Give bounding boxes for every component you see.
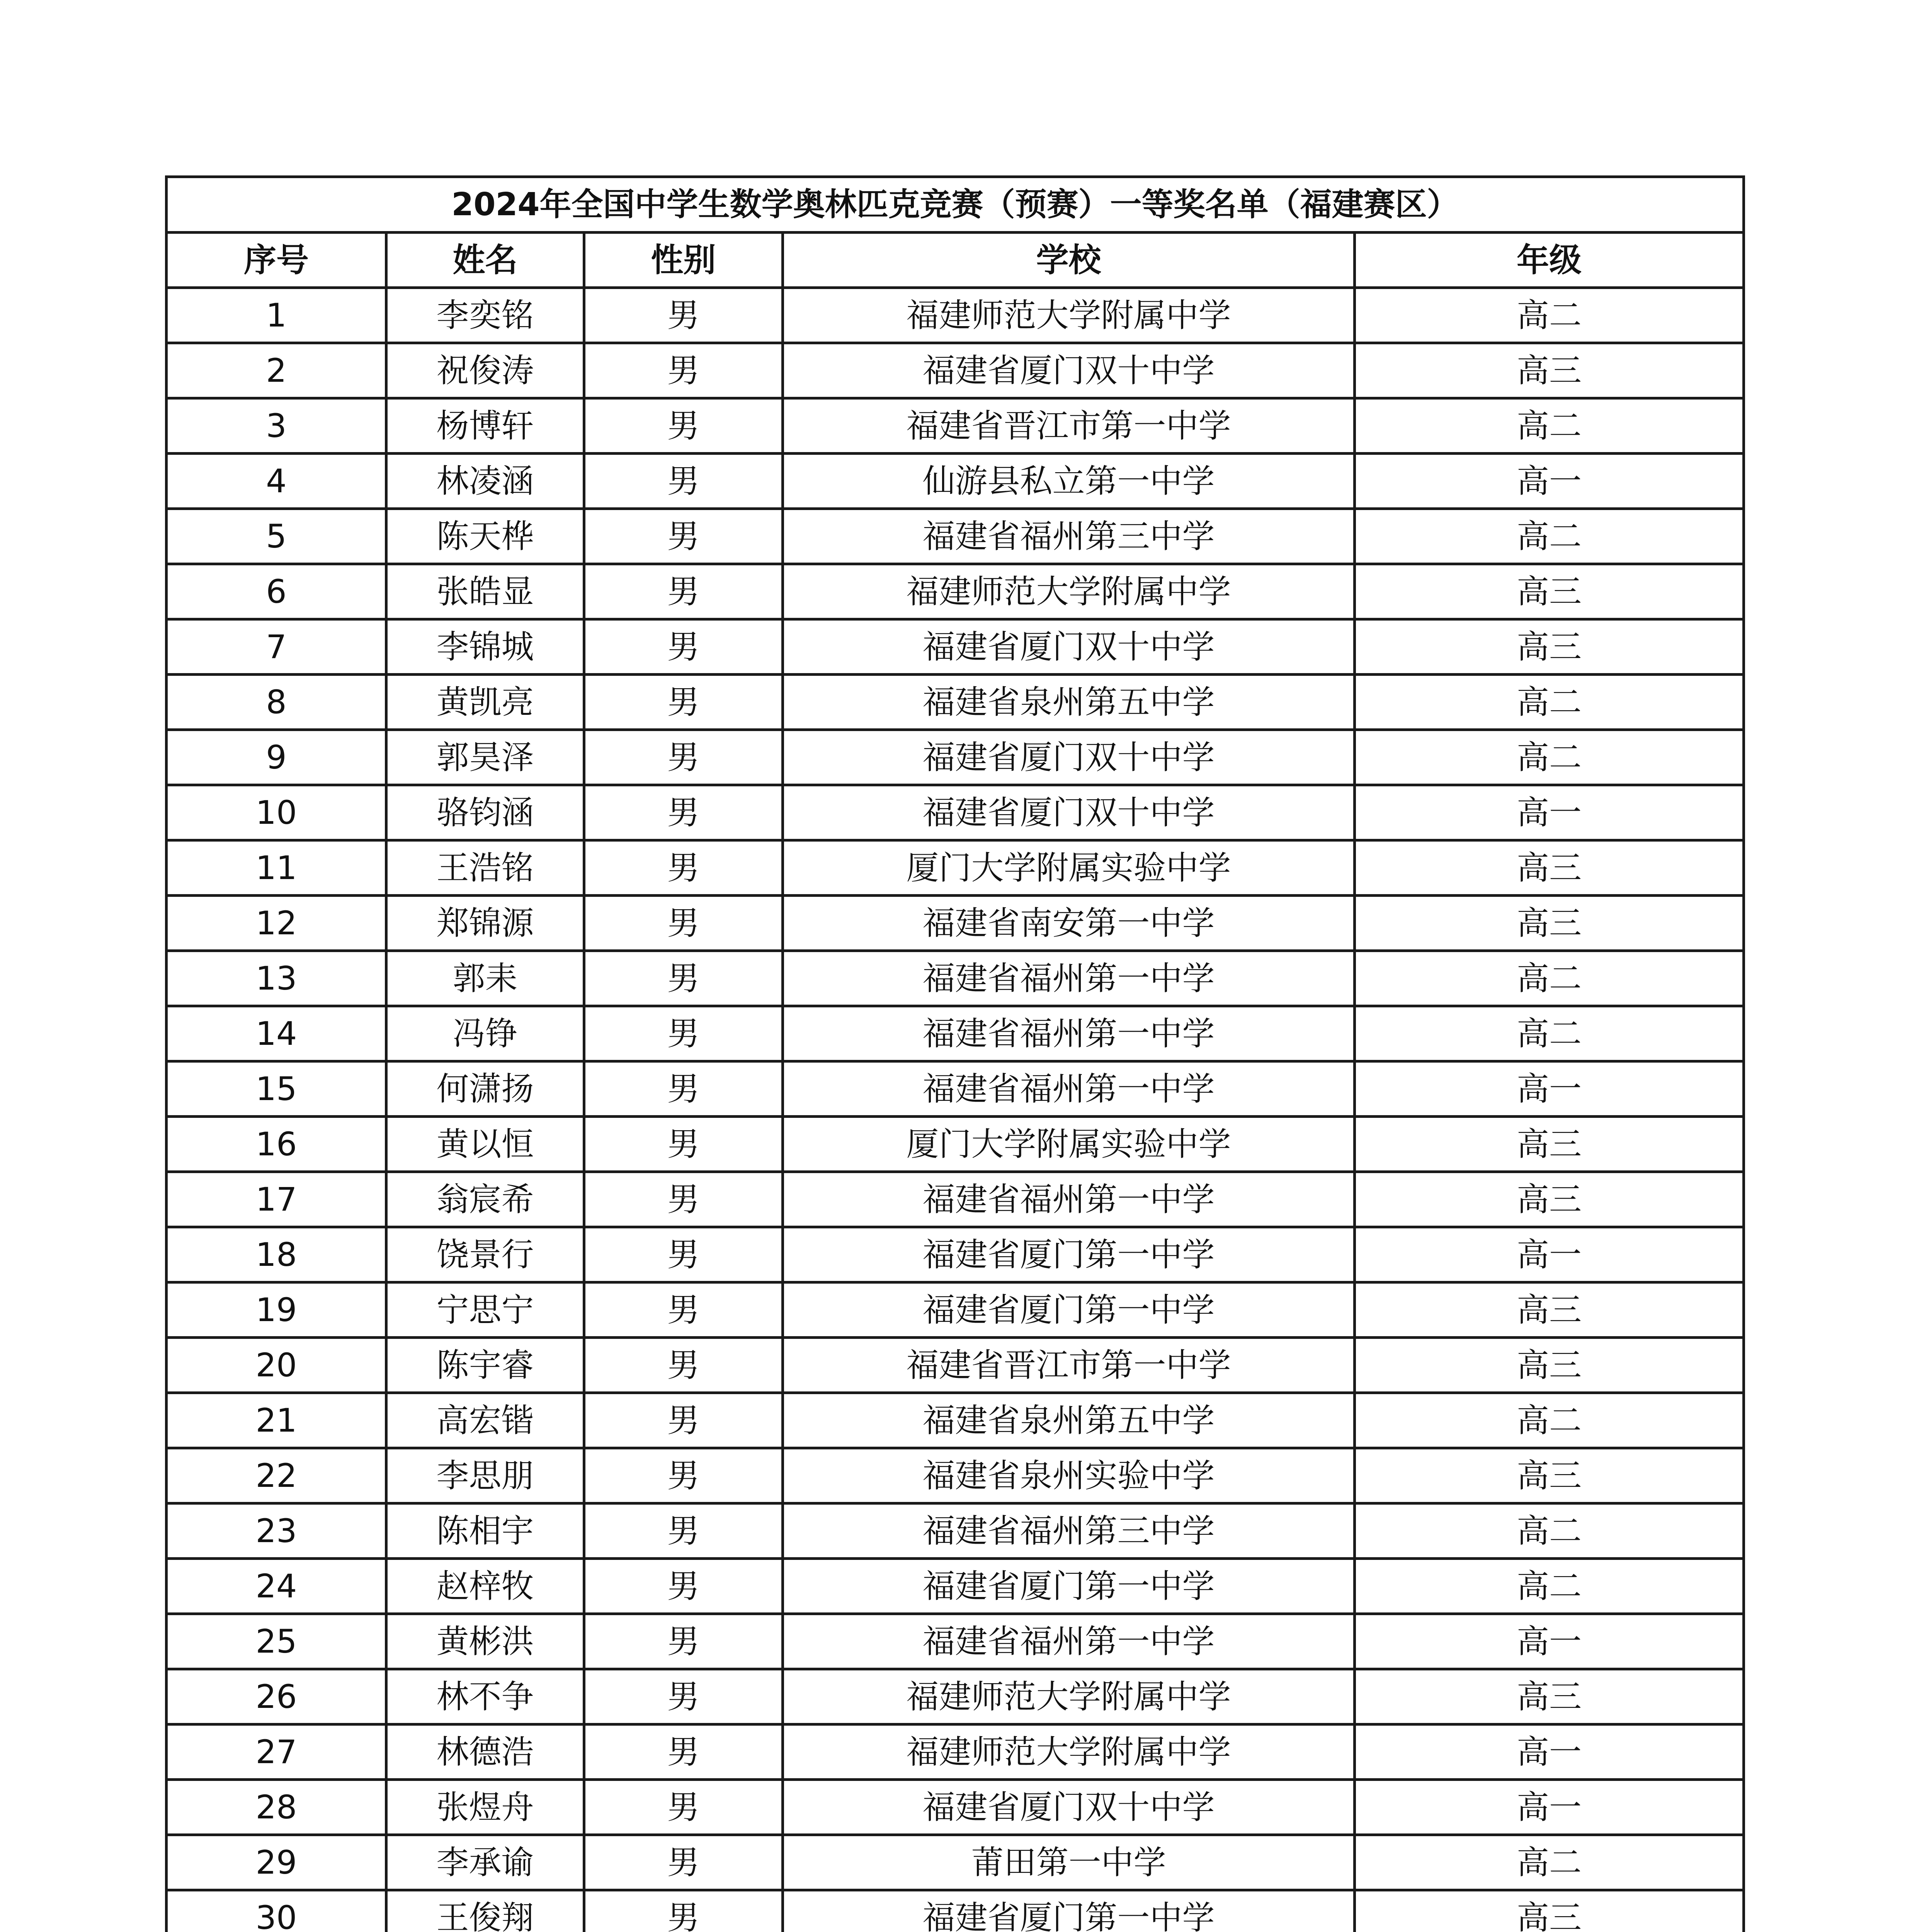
cell-grade: 高二 [1355, 398, 1744, 454]
cell-gender: 男 [584, 1448, 783, 1503]
cell-grade: 高三 [1355, 840, 1744, 896]
title-row [167, 177, 1744, 233]
cell-name: 骆钧涵 [386, 785, 584, 840]
table-row [167, 951, 1744, 1006]
cell-gender: 男 [584, 840, 783, 896]
cell-name: 郭耒 [386, 951, 584, 1006]
cell-grade: 高二 [1355, 730, 1744, 785]
cell-school: 厦门大学附属实验中学 [783, 840, 1355, 896]
cell-index: 19 [167, 1282, 386, 1338]
table-row [167, 1448, 1744, 1503]
table-row [167, 675, 1744, 730]
table-row [167, 1559, 1744, 1614]
cell-gender: 男 [584, 288, 783, 343]
cell-gender: 男 [584, 675, 783, 730]
cell-school: 仙游县私立第一中学 [783, 454, 1355, 509]
cell-grade: 高三 [1355, 1338, 1744, 1393]
cell-school: 福建省厦门第一中学 [783, 1227, 1355, 1282]
table-row [167, 288, 1744, 343]
column-header-grade: 年级 [1355, 233, 1744, 288]
table-row [167, 1061, 1744, 1117]
table-row [167, 1117, 1744, 1172]
cell-name: 饶景行 [386, 1227, 584, 1282]
cell-name: 林德浩 [386, 1725, 584, 1780]
cell-index: 12 [167, 896, 386, 951]
table-row [167, 1393, 1744, 1448]
cell-school: 福建师范大学附属中学 [783, 1725, 1355, 1780]
cell-name: 李承谕 [386, 1835, 584, 1890]
cell-gender: 男 [584, 896, 783, 951]
cell-gender: 男 [584, 509, 783, 564]
cell-name: 陈相宇 [386, 1503, 584, 1559]
cell-name: 宁思宁 [386, 1282, 584, 1338]
cell-index: 1 [167, 288, 386, 343]
table-row [167, 1282, 1744, 1338]
cell-name: 林不争 [386, 1669, 584, 1725]
cell-index: 13 [167, 951, 386, 1006]
cell-grade: 高二 [1355, 1006, 1744, 1061]
cell-name: 陈宇睿 [386, 1338, 584, 1393]
cell-school: 福建省厦门双十中学 [783, 785, 1355, 840]
cell-school: 福建省厦门第一中学 [783, 1282, 1355, 1338]
cell-school: 福建师范大学附属中学 [783, 1669, 1355, 1725]
table-row [167, 1006, 1744, 1061]
cell-school: 福建省泉州第五中学 [783, 1393, 1355, 1448]
cell-index: 2 [167, 343, 386, 398]
column-header-name: 姓名 [386, 233, 584, 288]
cell-gender: 男 [584, 1227, 783, 1282]
cell-gender: 男 [584, 785, 783, 840]
cell-grade: 高三 [1355, 619, 1744, 675]
table-row [167, 398, 1744, 454]
cell-school: 福建省福州第一中学 [783, 951, 1355, 1006]
cell-name: 翁宸希 [386, 1172, 584, 1227]
cell-school: 福建省福州第三中学 [783, 1503, 1355, 1559]
table-row [167, 343, 1744, 398]
cell-grade: 高三 [1355, 1890, 1744, 1932]
header-row [167, 233, 1744, 288]
cell-index: 27 [167, 1725, 386, 1780]
table-row [167, 1669, 1744, 1725]
column-header-gender: 性别 [584, 233, 783, 288]
table-row [167, 896, 1744, 951]
cell-gender: 男 [584, 1061, 783, 1117]
table-row [167, 1890, 1744, 1932]
cell-index: 25 [167, 1614, 386, 1669]
cell-index: 17 [167, 1172, 386, 1227]
cell-name: 李锦城 [386, 619, 584, 675]
cell-school: 福建省厦门第一中学 [783, 1890, 1355, 1932]
cell-gender: 男 [584, 398, 783, 454]
cell-gender: 男 [584, 730, 783, 785]
cell-school: 福建省晋江市第一中学 [783, 398, 1355, 454]
cell-gender: 男 [584, 1890, 783, 1932]
cell-school: 福建省泉州实验中学 [783, 1448, 1355, 1503]
cell-gender: 男 [584, 1614, 783, 1669]
table-row [167, 1835, 1744, 1890]
cell-index: 29 [167, 1835, 386, 1890]
cell-grade: 高二 [1355, 509, 1744, 564]
cell-gender: 男 [584, 951, 783, 1006]
cell-school: 福建省晋江市第一中学 [783, 1338, 1355, 1393]
cell-index: 18 [167, 1227, 386, 1282]
cell-grade: 高一 [1355, 1061, 1744, 1117]
cell-grade: 高二 [1355, 1503, 1744, 1559]
cell-name: 黄彬洪 [386, 1614, 584, 1669]
cell-grade: 高一 [1355, 1227, 1744, 1282]
cell-gender: 男 [584, 1172, 783, 1227]
column-header-school: 学校 [783, 233, 1355, 288]
cell-name: 郑锦源 [386, 896, 584, 951]
table-row [167, 619, 1744, 675]
table-row [167, 1227, 1744, 1282]
cell-name: 杨博轩 [386, 398, 584, 454]
cell-index: 22 [167, 1448, 386, 1503]
cell-name: 黄以恒 [386, 1117, 584, 1172]
cell-name: 张煜舟 [386, 1780, 584, 1835]
cell-grade: 高二 [1355, 1559, 1744, 1614]
table-row [167, 730, 1744, 785]
cell-school: 福建省厦门第一中学 [783, 1559, 1355, 1614]
cell-gender: 男 [584, 1503, 783, 1559]
table-row [167, 454, 1744, 509]
cell-index: 20 [167, 1338, 386, 1393]
cell-name: 李奕铭 [386, 288, 584, 343]
cell-index: 10 [167, 785, 386, 840]
cell-school: 福建省福州第三中学 [783, 509, 1355, 564]
table-row [167, 509, 1744, 564]
cell-grade: 高一 [1355, 1614, 1744, 1669]
table-title: 2024年全国中学生数学奥林匹克竞赛（预赛）一等奖名单（福建赛区） [167, 177, 1744, 233]
cell-school: 福建省厦门双十中学 [783, 1780, 1355, 1835]
table-row [167, 1172, 1744, 1227]
cell-grade: 高二 [1355, 675, 1744, 730]
cell-grade: 高三 [1355, 1117, 1744, 1172]
cell-index: 5 [167, 509, 386, 564]
cell-gender: 男 [584, 343, 783, 398]
cell-index: 30 [167, 1890, 386, 1932]
cell-school: 福建省福州第一中学 [783, 1061, 1355, 1117]
cell-index: 21 [167, 1393, 386, 1448]
cell-gender: 男 [584, 1669, 783, 1725]
cell-name: 林凌涵 [386, 454, 584, 509]
cell-index: 7 [167, 619, 386, 675]
cell-grade: 高一 [1355, 454, 1744, 509]
cell-grade: 高一 [1355, 785, 1744, 840]
cell-name: 王俊翔 [386, 1890, 584, 1932]
table-row [167, 840, 1744, 896]
cell-index: 14 [167, 1006, 386, 1061]
cell-index: 15 [167, 1061, 386, 1117]
cell-name: 张皓显 [386, 564, 584, 619]
cell-gender: 男 [584, 1117, 783, 1172]
table-row [167, 785, 1744, 840]
cell-gender: 男 [584, 564, 783, 619]
cell-grade: 高二 [1355, 951, 1744, 1006]
cell-grade: 高三 [1355, 1448, 1744, 1503]
cell-index: 11 [167, 840, 386, 896]
cell-school: 莆田第一中学 [783, 1835, 1355, 1890]
cell-grade: 高三 [1355, 343, 1744, 398]
cell-gender: 男 [584, 1006, 783, 1061]
cell-gender: 男 [584, 1780, 783, 1835]
cell-name: 高宏锴 [386, 1393, 584, 1448]
table-row [167, 1338, 1744, 1393]
cell-name: 郭昊泽 [386, 730, 584, 785]
cell-name: 李思朋 [386, 1448, 584, 1503]
table-row [167, 564, 1744, 619]
cell-school: 福建省泉州第五中学 [783, 675, 1355, 730]
cell-school: 福建省福州第一中学 [783, 1006, 1355, 1061]
cell-school: 福建师范大学附属中学 [783, 564, 1355, 619]
table-row [167, 1780, 1744, 1835]
cell-name: 黄凯亮 [386, 675, 584, 730]
cell-school: 福建省南安第一中学 [783, 896, 1355, 951]
cell-gender: 男 [584, 1393, 783, 1448]
cell-gender: 男 [584, 1338, 783, 1393]
table-row [167, 1725, 1744, 1780]
cell-school: 福建省福州第一中学 [783, 1614, 1355, 1669]
cell-grade: 高二 [1355, 288, 1744, 343]
cell-school: 福建省福州第一中学 [783, 1172, 1355, 1227]
cell-school: 福建省厦门双十中学 [783, 343, 1355, 398]
cell-grade: 高一 [1355, 1780, 1744, 1835]
table-row [167, 1614, 1744, 1669]
cell-index: 6 [167, 564, 386, 619]
cell-gender: 男 [584, 1559, 783, 1614]
cell-gender: 男 [584, 619, 783, 675]
award-list-table [165, 175, 1745, 1932]
cell-school: 福建师范大学附属中学 [783, 288, 1355, 343]
cell-name: 陈天桦 [386, 509, 584, 564]
cell-grade: 高三 [1355, 1282, 1744, 1338]
cell-school: 福建省厦门双十中学 [783, 730, 1355, 785]
column-header-index: 序号 [167, 233, 386, 288]
cell-index: 4 [167, 454, 386, 509]
cell-grade: 高二 [1355, 1835, 1744, 1890]
cell-grade: 高一 [1355, 1725, 1744, 1780]
cell-gender: 男 [584, 1725, 783, 1780]
cell-index: 16 [167, 1117, 386, 1172]
cell-index: 28 [167, 1780, 386, 1835]
cell-grade: 高三 [1355, 564, 1744, 619]
cell-name: 赵梓牧 [386, 1559, 584, 1614]
cell-index: 9 [167, 730, 386, 785]
cell-index: 23 [167, 1503, 386, 1559]
cell-index: 3 [167, 398, 386, 454]
cell-grade: 高二 [1355, 1393, 1744, 1448]
cell-name: 何潇扬 [386, 1061, 584, 1117]
cell-gender: 男 [584, 1835, 783, 1890]
cell-grade: 高三 [1355, 1172, 1744, 1227]
cell-name: 祝俊涛 [386, 343, 584, 398]
cell-gender: 男 [584, 1282, 783, 1338]
cell-index: 8 [167, 675, 386, 730]
cell-name: 冯铮 [386, 1006, 584, 1061]
cell-school: 福建省厦门双十中学 [783, 619, 1355, 675]
cell-grade: 高三 [1355, 896, 1744, 951]
table-row [167, 1503, 1744, 1559]
cell-index: 24 [167, 1559, 386, 1614]
cell-school: 厦门大学附属实验中学 [783, 1117, 1355, 1172]
cell-gender: 男 [584, 454, 783, 509]
cell-name: 王浩铭 [386, 840, 584, 896]
cell-grade: 高三 [1355, 1669, 1744, 1725]
cell-index: 26 [167, 1669, 386, 1725]
